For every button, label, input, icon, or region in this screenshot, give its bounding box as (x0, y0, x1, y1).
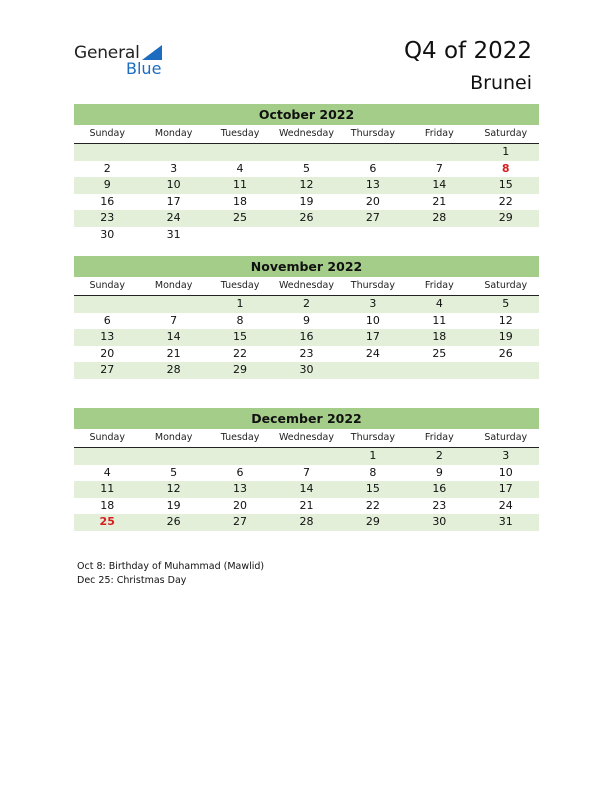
week-row (74, 514, 539, 531)
day-cell: 8 (501, 161, 510, 175)
day-cell: 21 (432, 194, 447, 208)
day-cell: 4 (236, 161, 244, 175)
weekday-header-row (74, 127, 539, 144)
day-cell: 26 (498, 346, 513, 360)
day-cell: 28 (299, 515, 314, 528)
day-cell: 3 (369, 297, 377, 310)
day-cell: 3 (502, 449, 510, 462)
day-cell: 18 (233, 194, 248, 208)
week-row (74, 161, 539, 178)
weekday-label: Thursday (350, 280, 395, 291)
week-row (74, 313, 539, 330)
day-cell: 3 (170, 161, 178, 175)
day-cell: 31 (498, 515, 513, 528)
day-cell: 14 (299, 482, 314, 495)
empty-day-cell (473, 362, 539, 379)
empty-day-cell (406, 144, 472, 161)
day-cell: 1 (502, 145, 510, 158)
day-cell: 16 (299, 330, 314, 343)
month-title: December 2022 (74, 408, 539, 429)
weekday-label: Sunday (89, 128, 125, 139)
empty-day-cell (74, 296, 140, 313)
empty-day-cell (273, 448, 339, 465)
holiday-note: Oct 8: Birthday of Muhammad (Mawlid) (77, 561, 265, 572)
day-cell: 4 (435, 297, 443, 310)
weekday-label: Friday (424, 432, 454, 443)
empty-day-cell (340, 362, 406, 379)
empty-day-cell (340, 227, 406, 244)
weekday-label: Saturday (484, 128, 528, 139)
empty-day-cell (406, 362, 472, 379)
weekday-label: Monday (154, 280, 193, 291)
day-cell: 27 (365, 211, 380, 224)
day-cell: 25 (432, 346, 447, 360)
day-cell: 7 (302, 465, 310, 479)
day-cell: 17 (166, 194, 181, 208)
day-cell: 11 (233, 178, 248, 191)
day-cell: 12 (299, 178, 314, 191)
brand-logo (74, 43, 174, 77)
week-row (74, 362, 539, 379)
empty-day-cell (340, 144, 406, 161)
month-title: October 2022 (74, 104, 539, 125)
empty-day-cell (207, 448, 273, 465)
day-cell: 16 (100, 194, 115, 208)
empty-day-cell (140, 296, 206, 313)
day-cell: 26 (166, 515, 181, 528)
month-title: November 2022 (74, 256, 539, 277)
day-cell: 2 (435, 449, 443, 462)
day-cell: 25 (233, 211, 248, 224)
country-name: Brunei (470, 72, 532, 94)
weekday-label: Wednesday (278, 280, 334, 291)
week-row (74, 210, 539, 227)
day-cell: 6 (369, 161, 377, 175)
weekday-label: Saturday (484, 432, 528, 443)
empty-day-cell (140, 144, 206, 161)
day-cell: 14 (166, 330, 181, 343)
empty-day-cell (140, 448, 206, 465)
week-row (74, 329, 539, 346)
day-cell: 7 (170, 313, 178, 327)
week-row (74, 144, 539, 161)
weekday-label: Saturday (484, 280, 528, 291)
weekday-label: Thursday (350, 432, 395, 443)
day-cell: 28 (166, 363, 181, 376)
day-cell: 6 (236, 465, 244, 479)
day-cell: 21 (299, 498, 314, 512)
day-cell: 14 (432, 178, 447, 191)
weekday-label: Friday (424, 280, 454, 291)
day-cell: 20 (233, 498, 248, 512)
day-cell: 2 (302, 297, 310, 310)
day-cell: 11 (100, 482, 115, 495)
weekday-label: Tuesday (220, 128, 260, 139)
weekday-label: Wednesday (278, 432, 334, 443)
day-cell: 27 (100, 363, 115, 376)
day-cell: 24 (365, 346, 380, 360)
day-cell: 18 (100, 498, 115, 512)
day-cell: 10 (498, 465, 513, 479)
day-cell: 1 (236, 297, 244, 310)
day-cell: 8 (236, 313, 244, 327)
logo-word-blue: Blue (126, 59, 162, 78)
week-row (74, 465, 539, 482)
day-cell: 16 (432, 482, 447, 495)
day-cell: 11 (432, 313, 447, 327)
day-cell: 17 (498, 482, 513, 495)
weekday-label: Wednesday (278, 128, 334, 139)
day-cell: 29 (498, 211, 513, 224)
day-cell: 21 (166, 346, 181, 360)
empty-day-cell (273, 227, 339, 244)
day-cell: 19 (299, 194, 314, 208)
day-cell: 5 (502, 297, 510, 310)
day-cell: 19 (498, 330, 513, 343)
day-cell: 10 (365, 313, 380, 327)
day-cell: 22 (498, 194, 513, 208)
day-cell: 31 (166, 227, 181, 241)
day-cell: 15 (233, 330, 248, 343)
weekday-label: Friday (424, 128, 454, 139)
month-december (74, 408, 539, 531)
weekday-header-row (74, 279, 539, 296)
day-cell: 12 (166, 482, 181, 495)
month-november (74, 256, 539, 379)
week-row (74, 346, 539, 363)
day-cell: 23 (299, 346, 314, 360)
empty-day-cell (207, 227, 273, 244)
holiday-notes (77, 560, 264, 587)
day-cell: 29 (365, 515, 380, 528)
empty-day-cell (74, 448, 140, 465)
day-cell: 13 (233, 482, 248, 495)
day-cell: 18 (432, 330, 447, 343)
day-cell: 24 (498, 498, 513, 512)
week-row (74, 481, 539, 498)
empty-day-cell (74, 144, 140, 161)
day-cell: 13 (365, 178, 380, 191)
day-cell: 25 (99, 515, 115, 528)
weekday-label: Thursday (350, 128, 395, 139)
day-cell: 15 (498, 178, 513, 191)
day-cell: 9 (435, 465, 443, 479)
weekday-label: Tuesday (220, 280, 260, 291)
day-cell: 30 (299, 363, 314, 376)
day-cell: 10 (166, 178, 181, 191)
month-october (74, 104, 539, 243)
day-cell: 4 (103, 465, 111, 479)
weekday-label: Tuesday (220, 432, 260, 443)
week-row (74, 498, 539, 515)
day-cell: 30 (432, 515, 447, 528)
day-cell: 13 (100, 330, 115, 343)
day-cell: 19 (166, 498, 181, 512)
day-cell: 12 (498, 313, 513, 327)
day-cell: 9 (302, 313, 310, 327)
weekday-label: Monday (154, 128, 193, 139)
day-cell: 26 (299, 211, 314, 224)
weekday-label: Sunday (89, 280, 125, 291)
day-cell: 6 (103, 313, 111, 327)
day-cell: 27 (233, 515, 248, 528)
week-row (74, 227, 539, 244)
day-cell: 17 (365, 330, 380, 343)
empty-day-cell (207, 144, 273, 161)
day-cell: 22 (365, 498, 380, 512)
day-cell: 24 (166, 211, 181, 224)
week-row (74, 296, 539, 313)
day-cell: 1 (369, 449, 377, 462)
day-cell: 7 (435, 161, 443, 175)
day-cell: 30 (100, 227, 115, 241)
weekday-header-row (74, 431, 539, 448)
holiday-note: Dec 25: Christmas Day (77, 574, 187, 586)
day-cell: 2 (103, 161, 111, 175)
day-cell: 23 (100, 211, 115, 224)
day-cell: 5 (302, 161, 310, 175)
page-title: Q4 of 2022 (403, 38, 532, 64)
day-cell: 22 (233, 346, 248, 360)
empty-day-cell (406, 227, 472, 244)
empty-day-cell (473, 227, 539, 244)
day-cell: 5 (170, 465, 178, 479)
day-cell: 20 (365, 194, 380, 208)
empty-day-cell (273, 144, 339, 161)
logo-triangle-icon (142, 45, 162, 60)
logo-word-general: General (74, 43, 140, 63)
week-row (74, 194, 539, 211)
week-row (74, 448, 539, 465)
day-cell: 20 (100, 346, 115, 360)
day-cell: 29 (233, 363, 248, 376)
day-cell: 8 (369, 465, 377, 479)
day-cell: 23 (432, 498, 447, 512)
day-cell: 28 (432, 211, 447, 224)
week-row (74, 177, 539, 194)
day-cell: 9 (103, 178, 111, 191)
weekday-label: Monday (154, 432, 193, 443)
day-cell: 15 (365, 482, 380, 495)
weekday-label: Sunday (89, 432, 125, 443)
